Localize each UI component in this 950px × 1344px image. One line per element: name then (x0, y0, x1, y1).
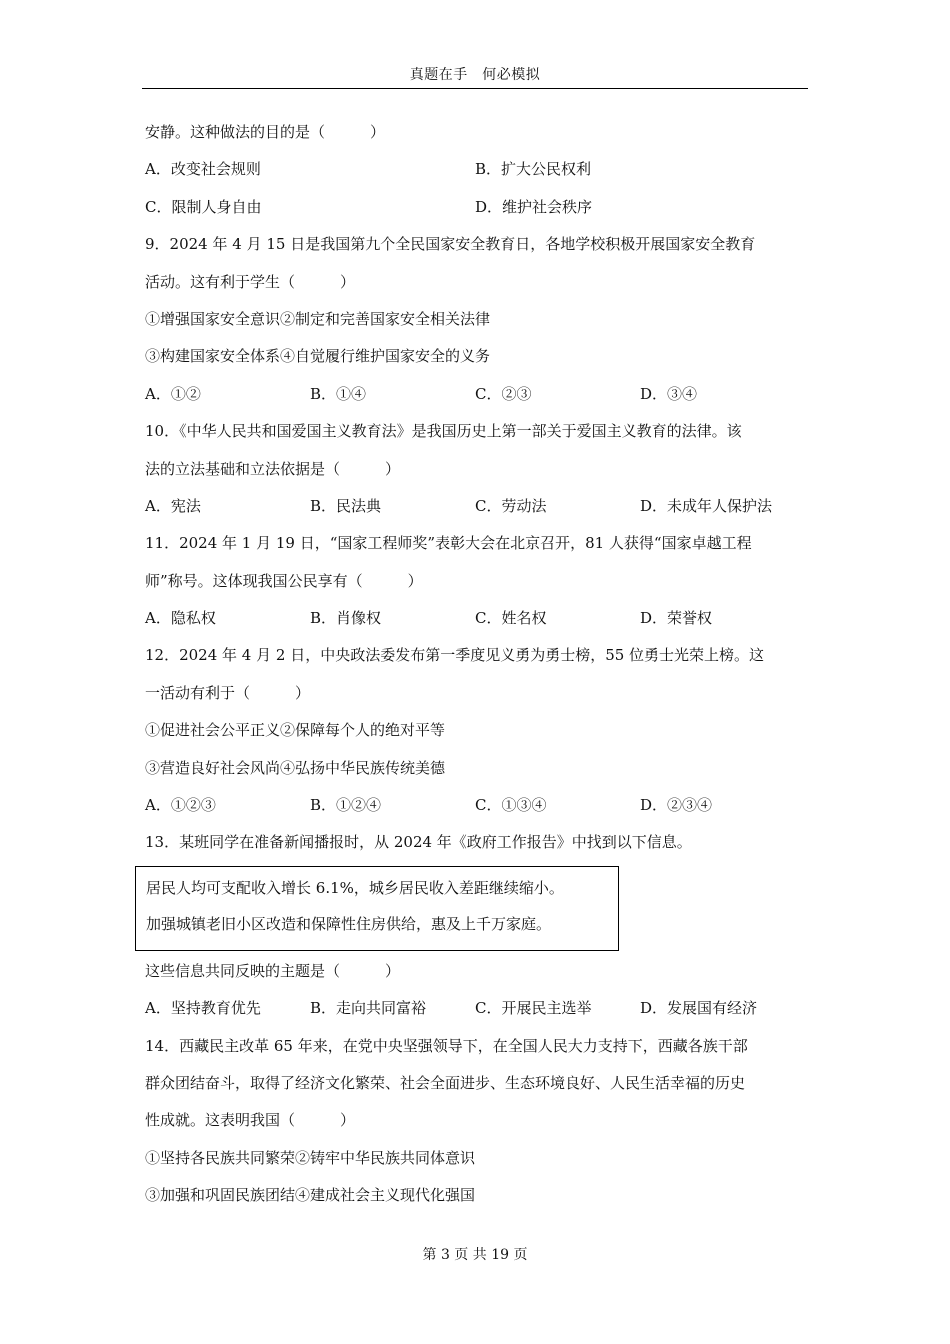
q11-stem-line-1: 11．2024 年 1 月 19 日，“国家工程师奖”表彰大会在北京召开，81 人获得“国家卓越工程 (145, 534, 752, 553)
q9-statement-1: ①增强国家安全意识②制定和完善国家安全相关法律 (145, 309, 491, 328)
q8-option-c: C．限制人身自由 (145, 197, 262, 216)
q13-stem: 13．某班同学在准备新闻播报时，从 2024 年《政府工作报告》中找到以下信息。 (145, 833, 692, 852)
q9-stem-line-2: 活动。这有利于学生（ ） (145, 272, 356, 291)
q12-options (145, 791, 809, 828)
header-divider (142, 88, 808, 89)
q13-option-b: B．走向共同富裕 (310, 999, 427, 1018)
q13-question: 这些信息共同反映的主题是（ ） (145, 961, 401, 980)
q10-option-a: A．宪法 (145, 496, 201, 515)
q12-option-c: C．①③④ (475, 796, 547, 815)
page-number: 第 3 页 共 19 页 (422, 1247, 528, 1263)
q8-option-b: B．扩大公民权利 (475, 160, 592, 179)
q10-option-c: C．劳动法 (475, 496, 547, 515)
q11-option-d: D．荣誉权 (640, 609, 713, 628)
q13-options (145, 994, 809, 1031)
q10-option-b: B．民法典 (310, 496, 382, 515)
q10-option-d: D．未成年人保护法 (640, 496, 773, 515)
q11-option-a: A．隐私权 (145, 609, 216, 628)
q13-option-a: A．坚持教育优先 (145, 999, 261, 1018)
q8-option-d: D．维护社会秩序 (475, 197, 593, 216)
q13-info-line-2: 加强城镇老旧小区改造和保障性住房供给，惠及上千万家庭。 (146, 914, 552, 933)
q12-option-d: D．②③④ (640, 796, 713, 815)
page-header: 真题在手 何必模拟 (409, 67, 541, 83)
q12-option-b: B．①②④ (310, 796, 382, 815)
q13-info-line-1: 居民人均可支配收入增长 6.1%，城乡居民收入差距继续缩小。 (146, 878, 564, 897)
q10-options (145, 492, 809, 529)
q12-statement-1: ①促进社会公平正义②保障每个人的绝对平等 (145, 721, 446, 740)
q8-options-row-1 (145, 155, 809, 192)
q14-statement-1: ①坚持各民族共同繁荣②铸牢中华民族共同体意识 (145, 1148, 476, 1167)
q9-option-b: B．①④ (310, 384, 367, 403)
q9-stem-line-1: 9．2024 年 4 月 15 日是我国第九个全民国家安全教育日，各地学校积极开展国家安全教育 (145, 235, 756, 254)
q9-option-c: C．②③ (475, 384, 532, 403)
q12-option-a: A．①②③ (145, 796, 216, 815)
q11-options (145, 604, 809, 641)
q9-options (145, 380, 809, 417)
q10-stem-line-1: 10．《中华人民共和国爱国主义教育法》是我国历史上第一部关于爱国主义教育的法律。该 (145, 422, 742, 441)
q8-option-a: A．改变社会规则 (145, 160, 261, 179)
q9-option-a: A．①② (145, 384, 201, 403)
q13-option-d: D．发展国有经济 (640, 999, 758, 1018)
q11-option-b: B．肖像权 (310, 609, 382, 628)
q11-option-c: C．姓名权 (475, 609, 547, 628)
q14-statement-2: ③加强和巩固民族团结④建成社会主义现代化强国 (145, 1186, 476, 1205)
q14-stem-line-3: 性成就。这表明我国（ ） (145, 1111, 356, 1130)
q11-stem-line-2: 师”称号。这体现我国公民享有（ ） (145, 571, 423, 590)
q10-stem-line-2: 法的立法基础和立法依据是（ ） (145, 459, 401, 478)
q8-options-row-2 (145, 193, 809, 230)
exam-content (145, 118, 809, 1219)
q12-stem-line-2: 一活动有利于（ ） (145, 683, 311, 702)
q14-stem-line-1: 14．西藏民主改革 65 年来，在党中央坚强领导下，在全国人民大力支持下，西藏各族干部 (145, 1036, 748, 1055)
q9-statement-2: ③构建国家安全体系④自觉履行维护国家安全的义务 (145, 347, 491, 366)
q14-stem-line-2: 群众团结奋斗，取得了经济文化繁荣、社会全面进步、生态环境良好、人民生活幸福的历史 (145, 1073, 746, 1092)
q9-option-d: D．③④ (640, 384, 698, 403)
q13-info-box (135, 866, 619, 951)
q8-stem-tail: 安静。这种做法的目的是（ ） (145, 123, 386, 141)
q13-option-c: C．开展民主选举 (475, 999, 592, 1018)
q12-statement-2: ③营造良好社会风尚④弘扬中华民族传统美德 (145, 758, 446, 777)
q12-stem-line-1: 12．2024 年 4 月 2 日，中央政法委发布第一季度见义勇为勇士榜，55 位勇士光荣上榜。这 (145, 646, 765, 665)
